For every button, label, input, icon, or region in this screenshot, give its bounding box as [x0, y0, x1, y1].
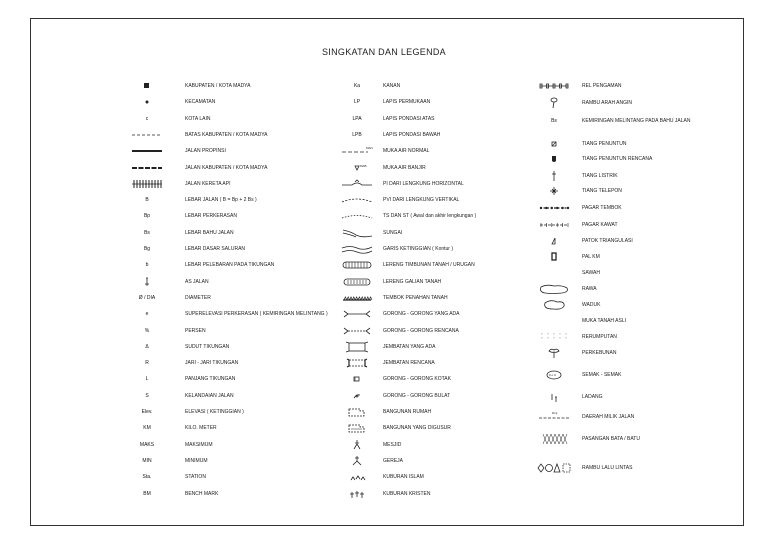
legend-label: LEBAR DASAR SALURAN	[185, 246, 246, 252]
legend-label: MUKA AIR NORMAL	[383, 148, 430, 155]
legend-label: KOTA LAIN	[185, 115, 211, 122]
legend-abbreviation: Bs	[144, 229, 150, 236]
legend-abbreviation: b	[145, 262, 149, 269]
legend-label: KEMIRINGAN MELINTANG PADA BAHU JALAN	[582, 118, 691, 124]
legend-label: DIAMETER	[185, 294, 211, 301]
legend-label: KABUPATEN / KOTA MADYA	[185, 83, 251, 89]
legend-label: JALAN KERETA API	[185, 180, 231, 187]
legend-abbreviation: LP	[353, 99, 361, 106]
legend-abbreviation: Bp	[143, 213, 151, 220]
legend-label: LAPIS PONDASI BAWAH	[383, 131, 441, 138]
svg-text:'': ''	[541, 336, 543, 341]
legend-abbreviation: Δ	[145, 343, 149, 350]
wire-fence-icon	[530, 218, 578, 232]
legend-label: JALAN PROPINSI	[185, 148, 226, 155]
legend-label: BATAS KABUPATEN / KOTA MADYA	[185, 131, 268, 138]
legend-abbreviation: Sta.	[142, 474, 152, 481]
small-shape-icon	[126, 95, 168, 109]
legend-label: SAWAH	[582, 270, 600, 276]
electric-pole-icon	[530, 169, 578, 183]
legend-label: KUBURAN ISLAM	[383, 474, 424, 481]
field-icon	[530, 390, 578, 404]
legend-abbreviation: B	[145, 197, 149, 204]
embankment-icon	[337, 258, 377, 272]
legend-label: STATION	[185, 474, 206, 481]
islamic-cemetery-icon	[337, 470, 377, 484]
legend-label: RAMBU ARAH ANGIN	[582, 100, 633, 106]
pole-existing-icon	[530, 137, 578, 151]
legend-label: JARI - JARI TIKUNGAN	[185, 360, 239, 367]
legend-label: MAKSIMUM	[185, 441, 213, 448]
legend-label: KILO. METER	[185, 425, 217, 432]
river-icon	[337, 226, 377, 240]
legend-label: PVI DARI LENGKUNG VERTIKAL	[383, 197, 460, 204]
legend-abbreviation	[530, 314, 578, 328]
wind-direction-sign-icon	[530, 96, 578, 110]
legend-label: RAMBU LALU LINTAS	[582, 465, 633, 471]
svg-text:'': ''	[553, 332, 555, 337]
legend-label: LAPIS PONDASI ATAS	[383, 115, 435, 122]
legend-label: RAWA	[582, 286, 597, 292]
legend-label: MUKA AIR BANJIR	[383, 164, 426, 171]
christian-cemetery-icon	[337, 487, 377, 501]
horizontal-curve-icon	[337, 177, 377, 191]
legend-abbreviation: e	[145, 311, 149, 318]
triangulation-icon	[530, 234, 578, 248]
legend-abbreviation: BM	[143, 490, 151, 497]
legend-abbreviation: Bs	[551, 118, 557, 124]
thick-dashed-line-icon	[126, 161, 168, 175]
flood-level-icon	[337, 161, 377, 175]
legend-label: KUBURAN KRISTEN	[383, 490, 431, 497]
legend-label: BENCH MARK	[185, 490, 219, 497]
legend-abbreviation: MIN	[142, 457, 152, 464]
legend-label: BANGUNAN RUMAH	[383, 409, 432, 415]
legend-abbreviation: R	[145, 360, 149, 367]
box-culvert-icon	[337, 372, 377, 386]
legend-title: SINGKATAN DAN LEGENDA	[322, 47, 446, 57]
legend-label: LAPIS PERMUKAAN	[383, 99, 431, 106]
svg-text:0 o 0: 0 o 0	[549, 373, 556, 377]
legend-label: AS JALAN	[185, 278, 209, 285]
legend-abbreviation: %	[144, 327, 150, 334]
contour-icon	[337, 242, 377, 256]
legend-label: JALAN KABUPATEN / KOTA MADYA	[185, 164, 268, 171]
cut-slope-icon	[337, 275, 377, 289]
swamp-icon	[530, 282, 578, 296]
water-level-icon	[337, 144, 377, 158]
legend-label: SUDUT TIKUNGAN	[185, 343, 230, 350]
legend-abbreviation: MAKS	[139, 441, 155, 448]
legend-label: GORONG - GORONG YANG ADA	[383, 311, 460, 318]
legend-label: MESJID	[383, 441, 402, 448]
legend-abbreviation: Elev.	[141, 409, 153, 415]
legend-abbreviation: c	[145, 115, 149, 122]
legend-label: GORONG - GORONG RENCANA	[383, 327, 459, 334]
dashed-line-icon	[126, 128, 168, 142]
svg-text:'': ''	[547, 336, 549, 341]
legend-label: PAGAR KAWAT	[582, 222, 618, 228]
legend-label: PERSEN	[185, 327, 206, 334]
legend-label: LEBAR PELEBARAN PADA TIKUNGAN	[185, 262, 275, 269]
svg-text:'': ''	[547, 332, 549, 337]
svg-text:MAB: MAB	[360, 163, 367, 168]
row-boundary-icon	[530, 410, 578, 424]
legend-label: PATOK TRIANGULASI	[582, 238, 633, 244]
legend-label: GEREJA	[383, 457, 404, 464]
legend-label: TS DAN ST ( Awal dan akhir lengkungan )	[383, 213, 477, 220]
pole-planned-icon	[530, 152, 578, 166]
telephone-pole-icon	[530, 184, 578, 198]
wall-fence-icon	[530, 201, 578, 215]
legend-label: GARIS KETINGGIAN ( Kontur )	[383, 246, 454, 252]
grass-icon	[530, 330, 578, 344]
legend-abbreviation: Ka	[353, 83, 361, 89]
reservoir-icon	[530, 298, 578, 312]
legend-label: LEBAR JALAN ( B = Bp + 2 Bs )	[185, 197, 257, 204]
bridge-existing-icon	[337, 340, 377, 354]
legend-label: RERUMPUTAN	[582, 334, 617, 340]
legend-label: PAGAR TEMBOK	[582, 205, 622, 211]
legend-label: BANGUNAN YANG DIGUSUR	[383, 425, 451, 432]
legend-label: KANAN	[383, 83, 401, 89]
legend-label: ELEVASI ( KETINGGIAN )	[185, 409, 244, 415]
legend-label: LEBAR PERKERASAN	[185, 213, 237, 220]
legend-label: JEMBATAN RENCANA	[383, 360, 435, 367]
thick-line-icon	[126, 144, 168, 158]
railway-icon	[126, 177, 168, 191]
legend-label: GORONG - GORONG KOTAK	[383, 376, 451, 383]
vertical-curve-icon	[337, 193, 377, 207]
centerline-icon	[126, 275, 168, 289]
guardrail-icon	[530, 79, 578, 93]
legend-label: SUPERELEVASI PERKERASAN ( KEMIRINGAN MELINTANG )	[185, 311, 328, 318]
ts-st-icon	[337, 209, 377, 223]
house-affected-icon	[337, 421, 377, 435]
legend-abbreviation: LPA	[352, 115, 362, 122]
legend-abbreviation: Ø / DIA	[138, 294, 156, 301]
culvert-existing-icon	[337, 307, 377, 321]
legend-label: WADUK	[582, 302, 601, 308]
house-icon	[337, 405, 377, 419]
legend-abbreviation: S	[145, 392, 149, 399]
svg-text:'': ''	[553, 336, 555, 341]
church-icon	[337, 454, 377, 468]
legend-label: PI DARI LENGKUNG HORIZONTAL	[383, 180, 464, 187]
svg-text:Dmj: Dmj	[552, 411, 558, 415]
legend-abbreviation: LPB	[352, 131, 362, 138]
legend-label: DAERAH MILIK JALAN	[582, 414, 635, 420]
legend-label: PERKEBUNAN	[582, 350, 617, 356]
legend-label: PAL KM	[582, 254, 600, 260]
svg-text:'': ''	[559, 336, 561, 341]
legend-label: GORONG - GORONG BULAT	[383, 392, 451, 399]
legend-label: LADANG	[582, 394, 603, 400]
legend-abbreviation: Bg	[143, 246, 151, 252]
legend-label: KELANDAIAN JALAN	[185, 392, 234, 399]
legend-label: SEMAK - SEMAK	[582, 372, 622, 378]
pipe-culvert-icon	[337, 389, 377, 403]
svg-text:'': ''	[559, 332, 561, 337]
legend-label: JEMBATAN YANG ADA	[383, 343, 436, 350]
svg-text:'': ''	[541, 332, 543, 337]
legend-label: TEMBOK PENAHAN TANAH	[383, 294, 448, 301]
legend-label: SUNGAI	[383, 229, 403, 236]
legend-label: TIANG LISTRIK	[582, 173, 618, 179]
legend-label: LEBAR BAHU JALAN	[185, 229, 234, 236]
legend-abbreviation: L	[145, 376, 149, 383]
legend-abbreviation	[530, 266, 578, 280]
legend-label: KECAMATAN	[185, 99, 216, 106]
plantation-icon	[530, 346, 578, 360]
shrub-icon	[530, 368, 578, 382]
retaining-wall-icon	[337, 291, 377, 305]
legend-label: REL PENGAMAN	[582, 83, 622, 89]
legend-label: PANJANG TIKUNGAN	[185, 376, 236, 383]
traffic-signs-icon	[530, 461, 578, 475]
legend-label: LERENG TIMBUNAN TANAH / URUGAN	[383, 262, 475, 269]
svg-text:'': ''	[565, 336, 567, 341]
culvert-planned-icon	[337, 324, 377, 338]
legend-label: TIANG PENUNTUN RENCANA	[582, 156, 653, 162]
legend-label: TIANG TELEPON	[582, 188, 622, 194]
brick-masonry-icon	[530, 432, 578, 446]
mosque-icon	[337, 438, 377, 452]
legend-label: LERENG GALIAN TANAH	[383, 278, 442, 285]
filled-square-icon	[126, 79, 168, 93]
svg-text:MAN: MAN	[366, 146, 373, 151]
legend-label: MUKA TANAH ASLI	[582, 318, 626, 324]
km-post-icon	[530, 250, 578, 264]
legend-label: TIANG PENUNTUN	[582, 141, 627, 147]
bridge-planned-icon	[337, 356, 377, 370]
legend-label: MINIMUM	[185, 457, 208, 464]
legend-abbreviation: KM	[143, 425, 151, 432]
svg-text:'': ''	[565, 332, 567, 337]
legend-label: PASANGAN BATA / BATU	[582, 436, 640, 442]
